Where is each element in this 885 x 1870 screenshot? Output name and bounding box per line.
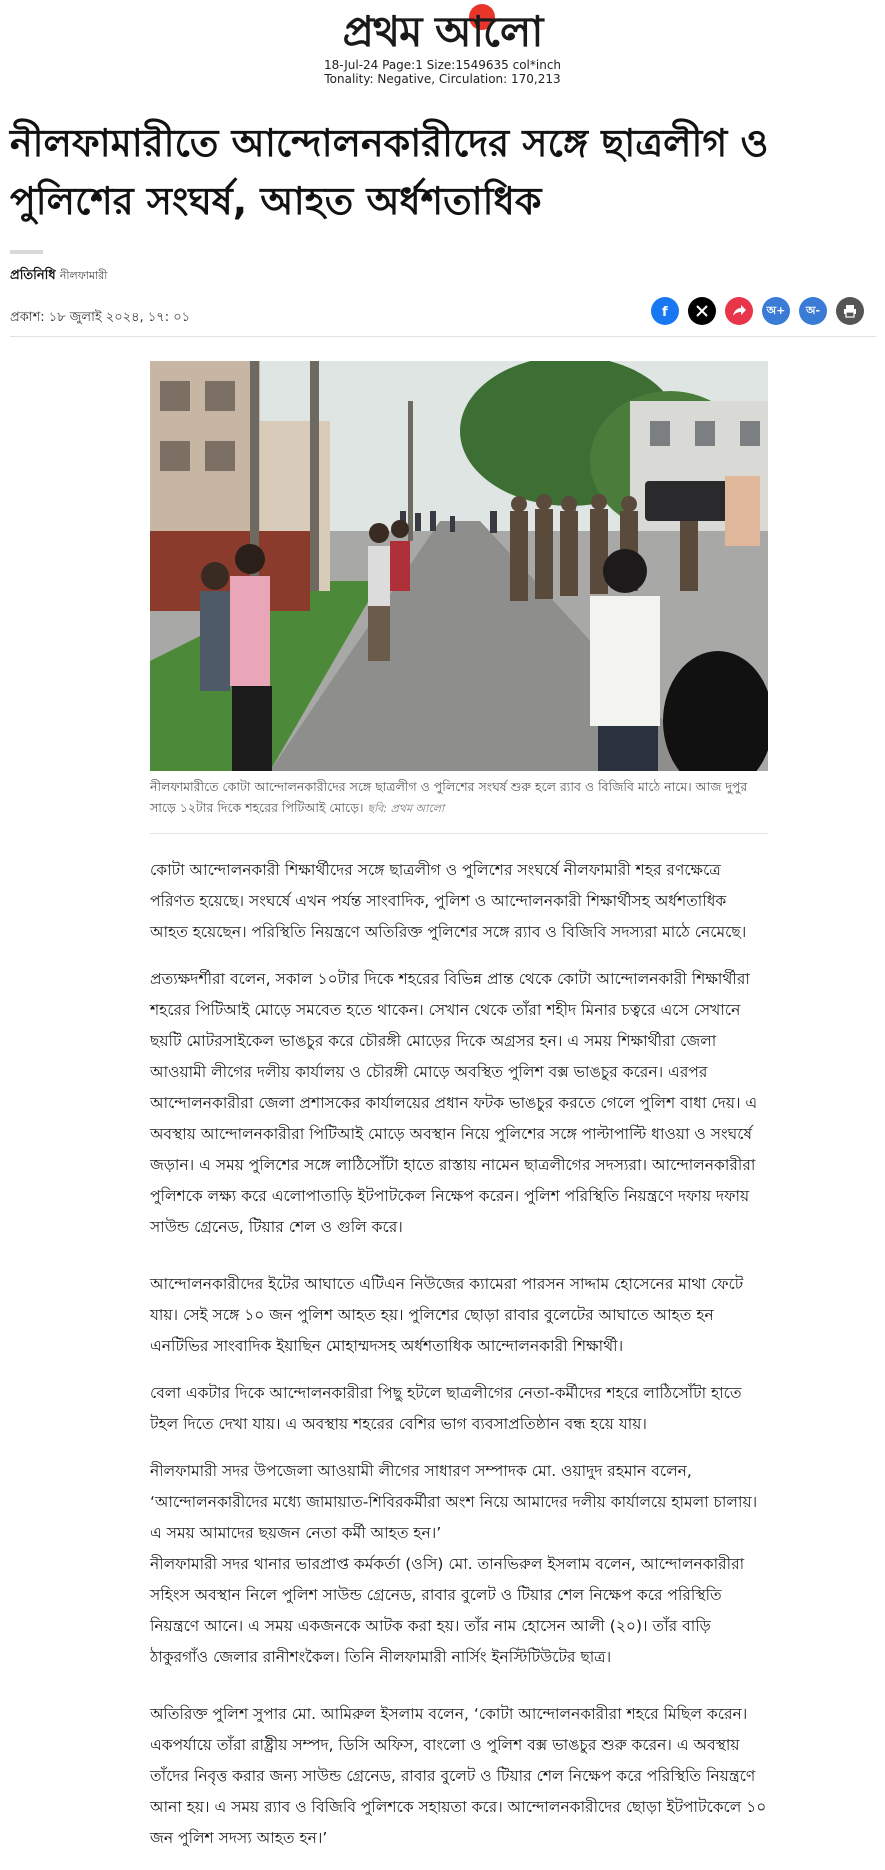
paragraph: বেলা একটার দিকে আন্দোলনকারীরা পিছু হটলে ছাত্রলীগের নেতা-কর্মীদের শহরে লাঠিসোঁটা হাতে টহল দিতে দেখা যায়। এ অবস্থায় শহরের বেশির ভাগ ব্যবসাপ্রতিষ্ঠান বন্ধ হয়ে যায়। bbox=[150, 1384, 742, 1433]
x-icon[interactable] bbox=[688, 297, 716, 325]
paragraph: নীলফামারী সদর থানার ভারপ্রাপ্ত কর্মকর্তা (ওসি) মো. তানভিরুল ইসলাম বলেন, আন্দোলনকারীরা সহিংস অবস্থান নিলে পুলিশ সাউন্ড গ্রেনেড, রাবার বুলেট ও টিয়ার শেল নিক্ষেপ করে পরিস্থিতি নিয়ন্ত্রণে আনে। এ সময় একজনকে আটক করা হয়। তাঁর নাম হোসেন আলী (২০)। তাঁর বাড়ি ঠাকুরগাঁও জেলার রানীশংকৈল। তিনি নীলফামারী নার্সিং ইনস্টিটিউটের ছাত্র। bbox=[150, 1555, 745, 1666]
photo-credit: ছবি: প্রথম আলো bbox=[367, 802, 445, 815]
svg-text:f: f bbox=[662, 305, 668, 318]
font-decrease-icon[interactable] bbox=[799, 297, 827, 325]
paragraph: প্রত্যক্ষদর্শীরা বলেন, সকাল ১০টার দিকে শহরের বিভিন্ন প্রান্ত থেকে কোটা আন্দোলনকারী শিক্ষার্থীরা শহরের পিটিআই মোড়ে সমবেত হতে থাকেন। সেখান থেকে তাঁরা শহীদ মিনার চত্বরে এসে সেখানে ছয়টি মোটরসাইকেল ভাঙচুর করে চৌরঙ্গী মোড়ের দিকে অগ্রসর হন। এ সময় শিক্ষার্থীরা জেলা আওয়ামী লীগের দলীয় কার্যালয় ও চৌরঙ্গী মোড়ে অবস্থিত পুলিশ বক্স ভাঙচুর করেন। এরপর আন্দোলনকারীরা জেলা প্রশাসকের কার্যালয়ের প্রধান ফটক ভাঙচুর করতে গেলে পুলিশ বাধা দেয়। এ অবস্থায় আন্দোলনকারীরা পিটিআই মোড়ে অবস্থান নিয়ে পুলিশের সঙ্গে পাল্টাপাল্টি ধাওয়া ও সংঘর্ষে জড়ান। এ সময় পুলিশের সঙ্গে লাঠিসোঁটা হাতে রাস্তায় নামেন ছাত্রলীগের সদস্যরা। আন্দোলনকারীরা পুলিশকে লক্ষ্য করে এলোপাতাড়ি ইটপাটকেল নিক্ষেপ করেন। পুলিশ পরিস্থিতি নিয়ন্ত্রণে দফায় দফায় সাউন্ড গ্রেনেড, টিয়ার শেল ও গুলি করে। bbox=[150, 970, 758, 1236]
paragraph: অতিরিক্ত পুলিশ সুপার মো. আমিরুল ইসলাম বলেন, ‘কোটা আন্দোলনকারীরা শহরে মিছিল করেন। একপর্যায়ে তাঁরা রাষ্ট্রীয় সম্পদ, ডিসি অফিস, বাংলো ও পুলিশ বক্স ভাঙচুর শুরু করেন। এ অবস্থায় তাঁদের নিবৃত্ত করার জন্য সাউন্ড গ্রেনেড, রাবার বুলেট ও টিয়ার শেল নিক্ষেপ করে পরিস্থিতি নিয়ন্ত্রণে আনা হয়। এ সময় র‍্যাব ও বিজিবি পুলিশকে সহায়তা করে। আন্দোলনকারীদের ছোড়া ইটপাটকেলে ১০ জন পুলিশ সদস্য আহত হন।’ bbox=[150, 1705, 767, 1847]
headline-rule bbox=[10, 250, 43, 254]
byline bbox=[10, 266, 107, 287]
font-decrease-label: অ- bbox=[805, 303, 821, 317]
facebook-icon[interactable] bbox=[651, 297, 679, 325]
paragraph: নীলফামারী সদর উপজেলা আওয়ামী লীগের সাধারণ সম্পাদক মো. ওয়াদুদ রহমান বলেন, ‘আন্দোলনকারীদের মধ্যে জামায়াত-শিবিরকর্মীরা অংশ নিয়ে আমাদের দলীয় কার্যালয়ে হামলা চালায়। এ সময় আমাদের ছয়জন নেতা কর্মী আহত হন।’ bbox=[150, 1462, 758, 1542]
paragraph: কোটা আন্দোলনকারী শিক্ষার্থীদের সঙ্গে ছাত্রলীগ ও পুলিশের সংঘর্ষে নীলফামারী শহর রণক্ষেত্রে পরিণত হয়েছে। সংঘর্ষে এখন পর্যন্ত সাংবাদিক, পুলিশ ও আন্দোলনকারী শিক্ষার্থীসহ অর্ধশতাধিক আহত হয়েছেন। পরিস্থিতি নিয়ন্ত্রণে অতিরিক্ত পুলিশের সঙ্গে র‍্যাব ও বিজিবি সদস্যরা মাঠে নেমেছে। bbox=[150, 861, 747, 941]
photo-caption bbox=[150, 776, 768, 819]
header-divider bbox=[10, 336, 876, 337]
logo-text: প্রথম আলো bbox=[342, 7, 543, 56]
prothom-alo-logo[interactable] bbox=[342, 7, 543, 56]
font-increase-label: অ+ bbox=[766, 303, 786, 317]
article-body bbox=[150, 855, 768, 1870]
share-bar bbox=[651, 297, 864, 325]
headline: নীলফামারীতে আন্দোলনকারীদের সঙ্গে ছাত্রলীগ ও পুলিশের সংঘর্ষ, আহত অর্ধশতাধিক bbox=[10, 121, 769, 223]
publish-date: প্রকাশ: ১৮ জুলাই ২০২৪, ১৭: ০১ bbox=[10, 310, 191, 325]
reporter-name[interactable]: প্রতিনিধি bbox=[10, 268, 56, 283]
reporter-place: নীলফামারী bbox=[59, 269, 108, 282]
caption-divider bbox=[150, 833, 768, 834]
share-icon[interactable] bbox=[725, 297, 753, 325]
font-increase-icon[interactable] bbox=[762, 297, 790, 325]
clip-info: 18-Jul-24 Page:1 Size:1549635 col*inch bbox=[323, 58, 562, 72]
paragraph: আন্দোলনকারীদের ইটের আঘাতে এটিএন নিউজের ক্যামেরা পারসন সাদ্দাম হোসেনের মাথা ফেটে যায়। সেই সঙ্গে ১০ জন পুলিশ আহত হয়। পুলিশের ছোড়া রাবার বুলেটের আঘাতে আহত হন এনটিভির সাংবাদিক ইয়াছিন মোহাম্মদসহ অর্ধশতাধিক আন্দোলনকারী শিক্ষার্থী। bbox=[150, 1275, 744, 1355]
clip-info-tonality: Tonality: Negative, Circulation: 170,213 bbox=[324, 72, 561, 86]
article-photo[interactable] bbox=[150, 361, 768, 771]
caption-text: নীলফামারীতে কোটা আন্দোলনকারীদের সঙ্গে ছাত্রলীগ ও পুলিশের সংঘর্ষ শুরু হলে র‍্যাব ও বিজিবি মাঠে নামে। আজ দুপুর সাড়ে ১২টার দিকে শহরের পিটিআই মোড়ে। bbox=[150, 779, 748, 815]
masthead bbox=[0, 4, 885, 86]
print-icon[interactable] bbox=[836, 297, 864, 325]
